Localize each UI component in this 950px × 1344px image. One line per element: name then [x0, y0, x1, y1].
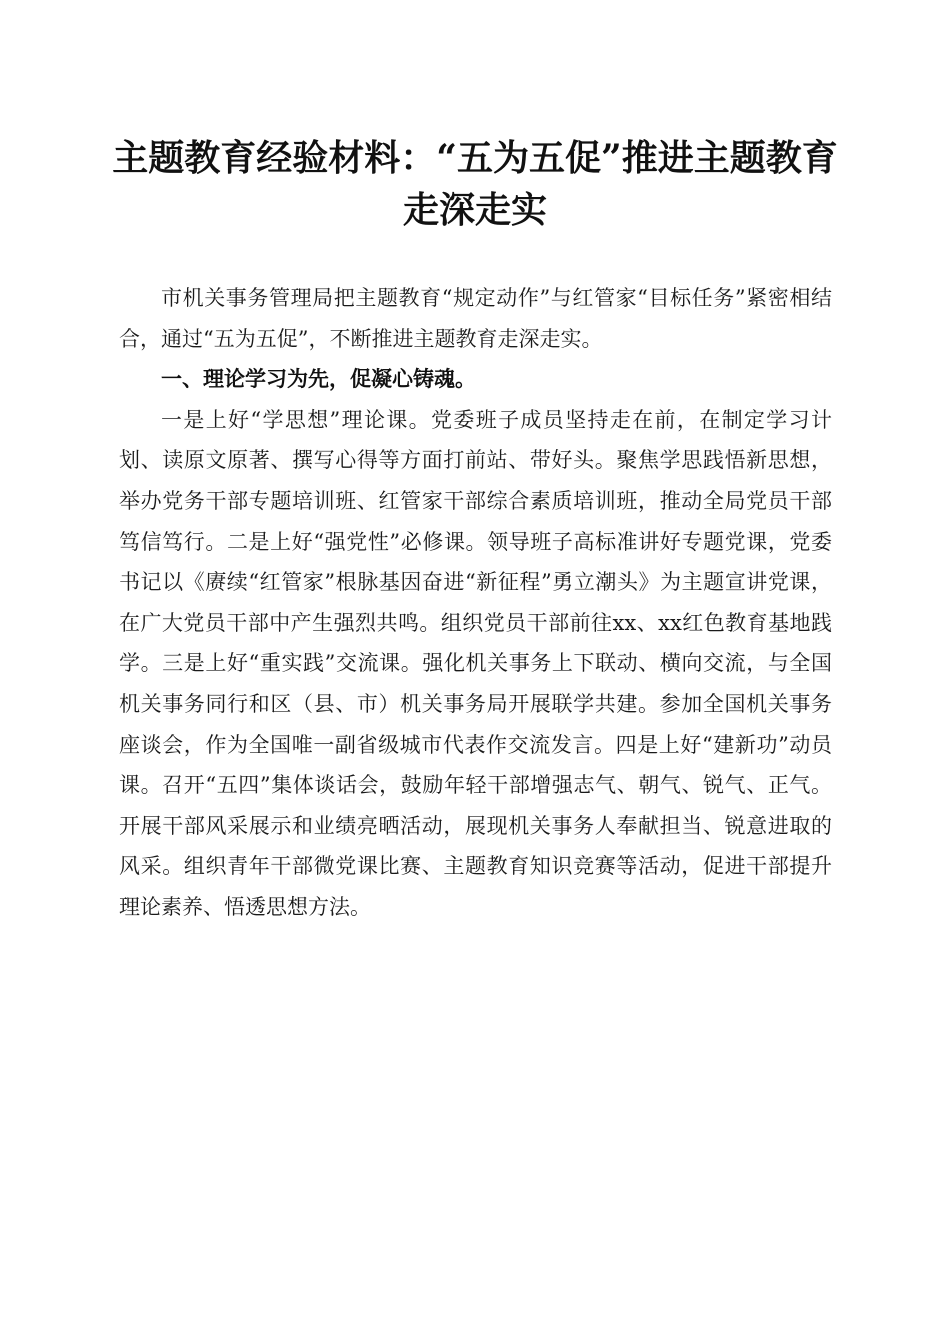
- section-1-heading: 一、理论学习为先，促凝心铸魂。: [161, 367, 476, 392]
- document-title: 主题教育经验材料：“五为五促”推进主题教育走深走实: [112, 137, 838, 231]
- intro-paragraph: 市机关事务管理局把主题教育“规定动作”与红管家“目标任务”紧密相结合，通过“五为五促”，不断推进主题教育走深走实。: [119, 286, 832, 351]
- section-1-paragraph: 一是上好“学思想”理论课。党委班子成员坚持走在前，在制定学习计划、读原文原著、撰写心得等方面打前站、带好头。聚焦学思践悟新思想，举办党务干部专题培训班、红管家干部综合素质培训班，推动全局党员干部笃信笃行。二是上好“强党性”必修课。领导班子高标准讲好专题党课，党委书记以《赓续“红管家”根脉基因奋进“新征程”勇立潮头》为主题宣讲党课，在广大党员干部中产生强烈共鸣。组织党员干部前往xx、xx红色教育基地践学。三是上好“重实践”交流课。强化机关事务上下联动、横向交流，与全国机关事务同行和区（县、市）机关事务局开展联学共建。参加全国机关事务座谈会，作为全国唯一副省级城市代表作交流发言。四是上好“建新功”动员课。召开“五四”集体谈话会，鼓励年轻干部增强志气、朝气、锐气、正气。开展干部风采展示和业绩亮晒活动，展现机关事务人奉献担当、锐意进取的风采。组织青年干部微党课比赛、主题教育知识竞赛等活动，促进干部提升理论素养、悟透思想方法。: [119, 407, 832, 919]
- document-body: [119, 278, 832, 928]
